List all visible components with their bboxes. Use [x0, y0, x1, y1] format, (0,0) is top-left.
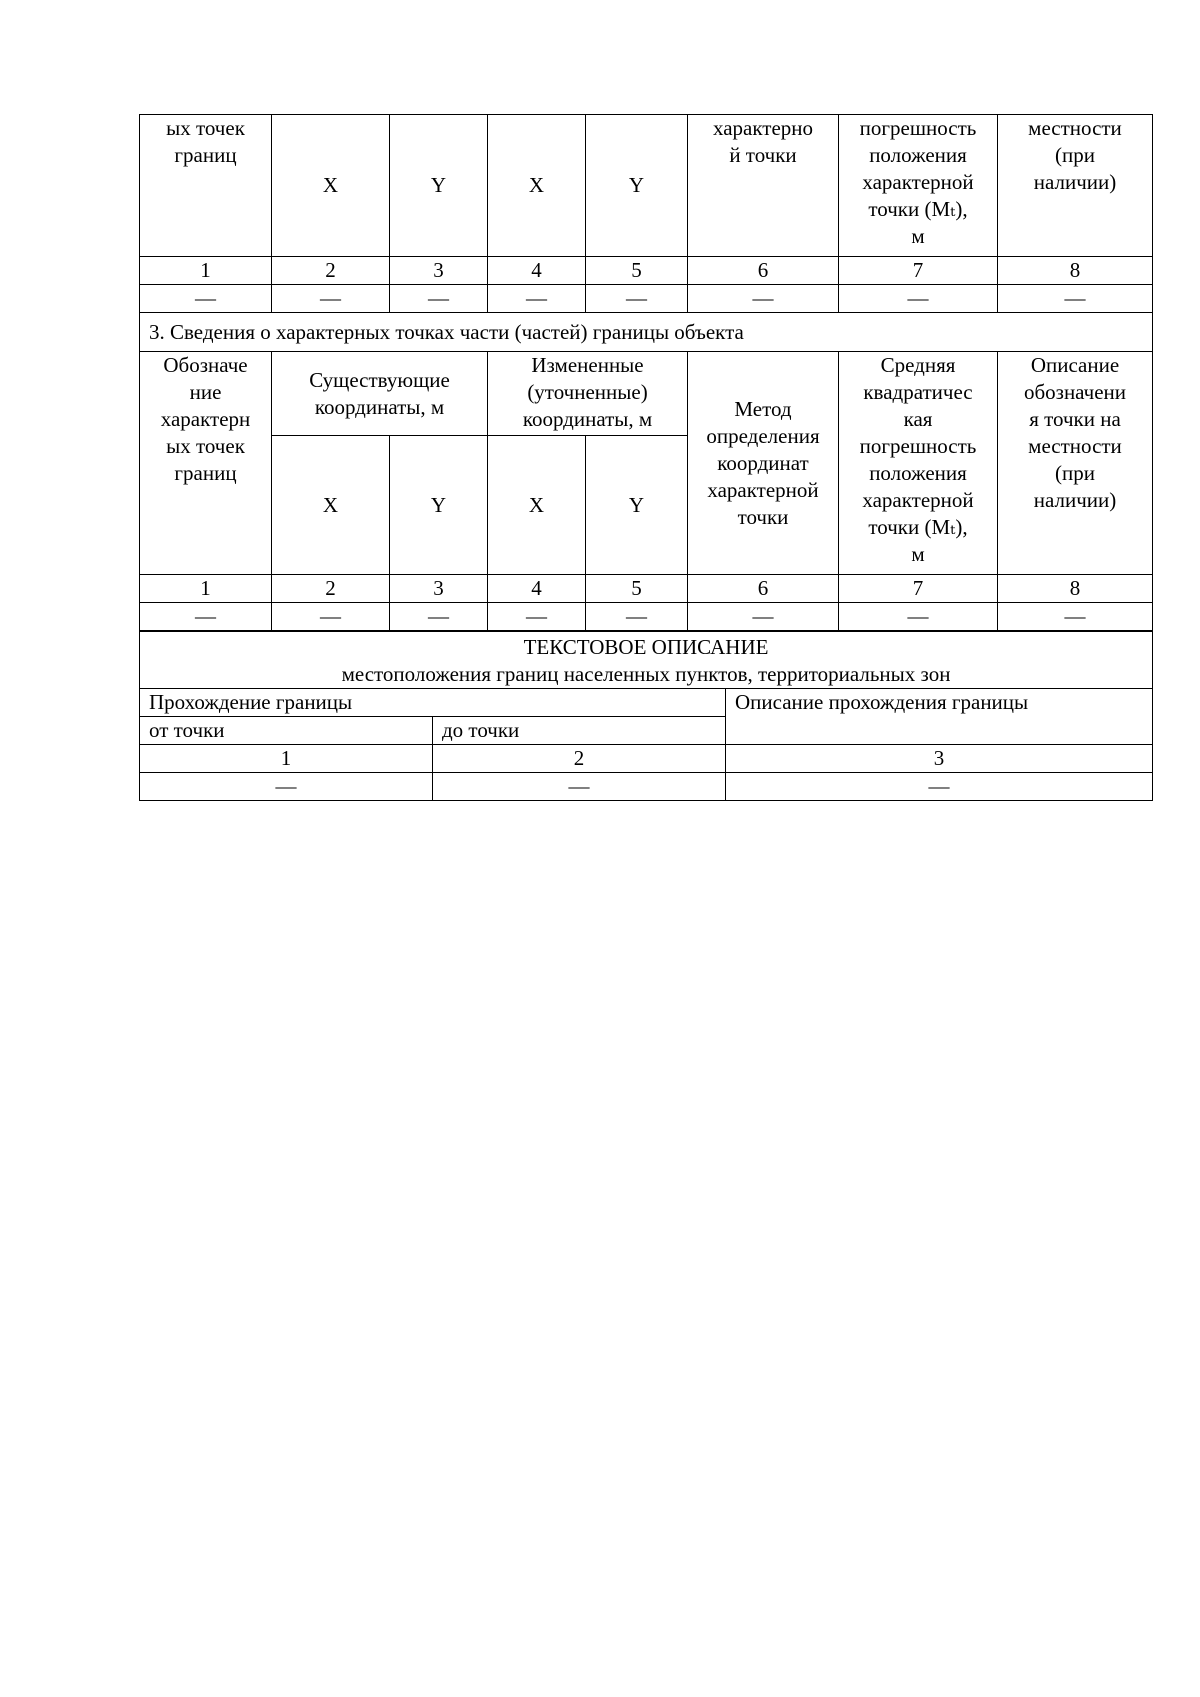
- column-number: 8: [998, 575, 1153, 603]
- header-point-designation: Обозначе ние характерн ых точек границ: [140, 352, 272, 575]
- section3-title: 3. Сведения о характерных точках части (частей) границы объекта: [140, 313, 1153, 352]
- header-error: Средняя квадратичес кая погрешность положения характерной точки (Mₜ), м: [839, 352, 998, 575]
- column-number: 2: [272, 575, 390, 603]
- table2-header-row-1: [140, 352, 1153, 436]
- passage-header-row: [140, 689, 1153, 717]
- header-error: погрешность положения характерной точки (Mₜ), м: [839, 115, 998, 257]
- empty-cell: —: [272, 285, 390, 313]
- header-changed-x: X: [488, 436, 586, 575]
- header-boundary-description: Описание прохождения границы: [726, 689, 1153, 745]
- column-number: 1: [140, 745, 433, 773]
- header-existing-x: X: [272, 436, 390, 575]
- column-number: 4: [488, 257, 586, 285]
- empty-cell: —: [390, 285, 488, 313]
- column-number: 5: [586, 257, 688, 285]
- header-changed-coordinates: Измененные (уточненные) координаты, м: [488, 352, 688, 436]
- empty-cell: —: [272, 603, 390, 631]
- column-number: 7: [839, 575, 998, 603]
- column-number: 2: [433, 745, 726, 773]
- header-existing-x: X: [272, 115, 390, 257]
- column-number: 8: [998, 257, 1153, 285]
- column-number: 3: [726, 745, 1153, 773]
- table1-header-row: [140, 115, 1153, 257]
- column-number: 6: [688, 257, 839, 285]
- empty-cell: —: [586, 285, 688, 313]
- column-number: 5: [586, 575, 688, 603]
- table1-number-row: [140, 257, 1153, 285]
- empty-cell: —: [140, 603, 272, 631]
- header-point-designation: ых точек границ: [140, 115, 272, 257]
- header-changed-y: Y: [586, 115, 688, 257]
- table2-number-row: [140, 575, 1153, 603]
- column-number: 2: [272, 257, 390, 285]
- header-existing-coordinates: Существующие координаты, м: [272, 352, 488, 436]
- column-number: 1: [140, 257, 272, 285]
- header-changed-x: X: [488, 115, 586, 257]
- text-description-heading: ТЕКСТОВОЕ ОПИСАНИЕ: [523, 635, 769, 659]
- table3-empty-row: [140, 773, 1153, 801]
- header-to-point: до точки: [433, 717, 726, 745]
- section3-title-row: [140, 313, 1153, 352]
- column-number: 3: [390, 257, 488, 285]
- empty-cell: —: [998, 603, 1153, 631]
- empty-cell: —: [839, 603, 998, 631]
- text-description-subheading: местоположения границ населенных пунктов, территориальных зон: [341, 662, 951, 686]
- header-existing-y: Y: [390, 436, 488, 575]
- empty-cell: —: [140, 285, 272, 313]
- table1-empty-row: [140, 285, 1153, 313]
- table2-empty-row: [140, 603, 1153, 631]
- empty-cell: —: [488, 603, 586, 631]
- empty-cell: —: [726, 773, 1153, 801]
- text-description-title-row: [140, 632, 1153, 689]
- empty-cell: —: [433, 773, 726, 801]
- empty-cell: —: [688, 603, 839, 631]
- empty-cell: —: [390, 603, 488, 631]
- table3-number-row: [140, 745, 1153, 773]
- column-number: 4: [488, 575, 586, 603]
- header-boundary-passage: Прохождение границы: [140, 689, 726, 717]
- column-number: 7: [839, 257, 998, 285]
- empty-cell: —: [586, 603, 688, 631]
- document-page: [139, 114, 1152, 801]
- column-number: 3: [390, 575, 488, 603]
- header-description: местности (при наличии): [998, 115, 1153, 257]
- text-description-table: [139, 631, 1153, 801]
- header-method: Метод определения координат характерной точки: [688, 352, 839, 575]
- header-existing-y: Y: [390, 115, 488, 257]
- header-method: характерно й точки: [688, 115, 839, 257]
- empty-cell: —: [140, 773, 433, 801]
- empty-cell: —: [998, 285, 1153, 313]
- text-description-title: [140, 632, 1153, 689]
- header-description: Описание обозначени я точки на местности (при наличии): [998, 352, 1153, 575]
- header-from-point: от точки: [140, 717, 433, 745]
- column-number: 6: [688, 575, 839, 603]
- column-number: 1: [140, 575, 272, 603]
- header-changed-y: Y: [586, 436, 688, 575]
- empty-cell: —: [688, 285, 839, 313]
- boundary-points-table-continued: [139, 114, 1153, 631]
- empty-cell: —: [488, 285, 586, 313]
- empty-cell: —: [839, 285, 998, 313]
